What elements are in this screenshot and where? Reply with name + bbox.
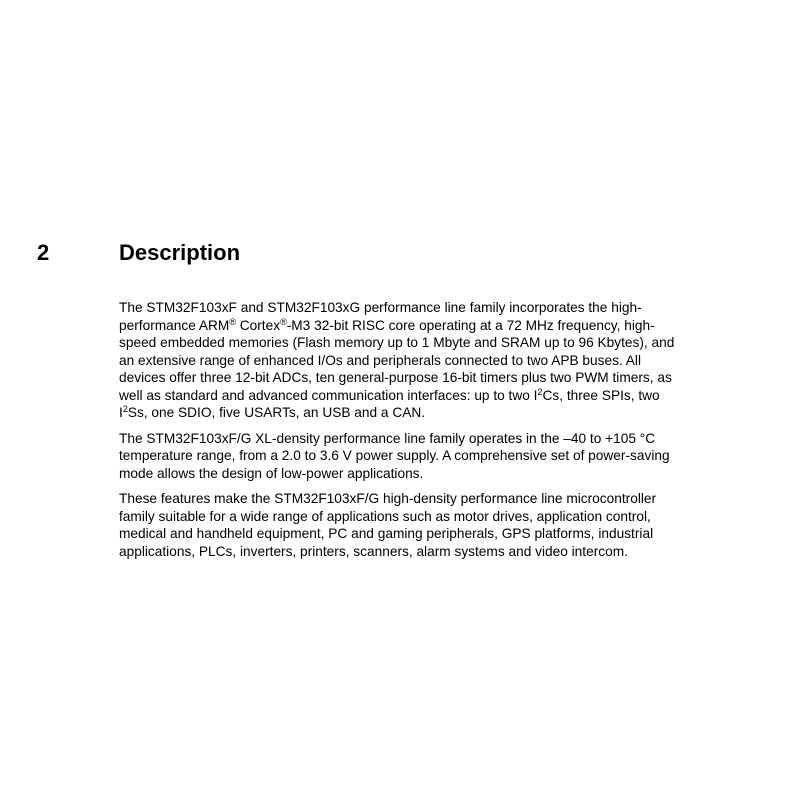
paragraph-line: speed embedded memories (Flash memory up to 1 Mbyte and SRAM up to 96 Kbytes), and	[119, 335, 675, 350]
description-paragraph	[119, 299, 709, 422]
superscript: ®	[229, 316, 236, 327]
paragraph-line: The STM32F103xF and STM32F103xG performance line family incorporates the high-	[119, 300, 642, 315]
paragraph-line: an extensive range of enhanced I/Os and peripherals connected to two APB buses. All	[119, 352, 641, 368]
paragraph-line: These features make the STM32F103xF/G high-density performance line microcontroller	[119, 491, 657, 506]
superscript: ®	[280, 316, 287, 327]
paragraph-line: devices offer three 12-bit ADCs, ten general-purpose 16-bit timers plus two PWM timers, as	[119, 370, 672, 385]
paragraph-line: performance ARM® Cortex®-M3 32-bit RISC core operating at a 72 MHz frequency, high-	[119, 316, 655, 333]
paragraph-line: applications, PLCs, inverters, printers, scanners, alarm systems and video intercom.	[119, 543, 628, 559]
paragraph-line: family suitable for a wide range of applications such as motor drives, application control,	[119, 508, 651, 524]
description-paragraph	[119, 430, 709, 483]
section-number: 2	[37, 240, 50, 265]
paragraph-line: well as standard and advanced communication interfaces: up to two $I^2Cs$, three SPIs, two	[119, 386, 660, 403]
paragraph-line: mode allows the design of low-power applications.	[119, 465, 424, 481]
description-paragraph	[119, 490, 709, 560]
paragraph-line: $I^2Ss$, one SDIO, five USARTs, an USB and a CAN.	[119, 404, 426, 420]
paragraph-line: The STM32F103xF/G XL-density performance line family operates in the –40 to +105 °C	[119, 430, 656, 446]
superscript: 2	[122, 404, 128, 414]
superscript: 2	[537, 386, 543, 397]
paragraph-line: medical and handheld equipment, PC and gaming peripherals, GPS platforms, industrial	[119, 526, 654, 541]
paragraph-line: temperature range, from a 2.0 to 3.6 V power supply. A comprehensive set of power-saving	[119, 448, 670, 463]
description-body	[119, 299, 709, 568]
section-title: Description	[119, 240, 241, 265]
